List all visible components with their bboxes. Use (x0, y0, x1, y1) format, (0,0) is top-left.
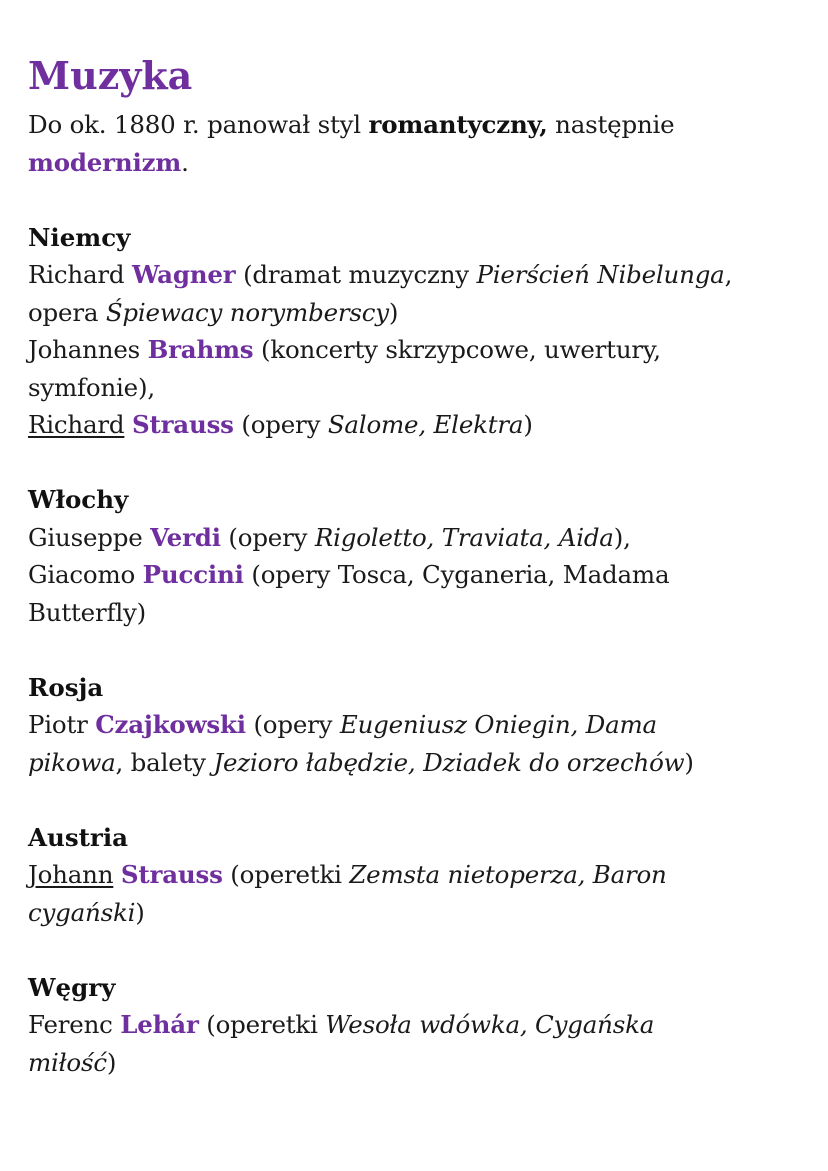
text-line (28, 894, 808, 932)
composer-name: Strauss (131, 410, 234, 439)
work-title: Salome, Elektra (327, 410, 524, 439)
work-title: Zemsta nietoperza, Baron (349, 860, 667, 889)
work-title: Eugeniusz Oniegin, Dama (339, 710, 657, 739)
intro-line-2 (28, 144, 808, 182)
composer-name: Verdi (150, 522, 221, 552)
section-austria (28, 819, 808, 932)
section-rosja (28, 669, 808, 782)
document-page (28, 52, 808, 1081)
text-line (28, 294, 808, 332)
text: (operetki (198, 1010, 326, 1039)
text: Richard (28, 260, 132, 289)
intro-text: następnie (547, 110, 675, 139)
text: (operetki (222, 860, 350, 889)
work-title: Śpiewacy norymberscy (105, 297, 389, 327)
text: Giuseppe (28, 522, 151, 552)
text-line (28, 331, 808, 369)
text: symfonie), (28, 372, 155, 402)
section-heading: Węgry (28, 972, 116, 1002)
spacer (28, 781, 808, 819)
composer-name: Brahms (147, 335, 254, 364)
text-line (28, 406, 808, 444)
section-wlochy (28, 481, 808, 631)
work-title: Wesoła wdówka, Cygańska (325, 1010, 655, 1039)
text: ) (106, 1047, 117, 1077)
section-heading: Włochy (28, 485, 129, 514)
text: ) (684, 747, 694, 777)
section-heading: Austria (28, 822, 129, 852)
spacer (28, 444, 808, 482)
text: Piotr (28, 710, 96, 739)
text: (opery (220, 522, 315, 552)
text-line (28, 1044, 808, 1082)
intro-purple-term: modernizm (28, 147, 182, 177)
text-line (28, 706, 808, 744)
text-line (28, 519, 808, 557)
composer-name: Czajkowski (95, 710, 246, 739)
intro-bold-term: romantyczny, (368, 110, 548, 139)
work-title: Jezioro łabędzie, Dziadek do orzechów (213, 747, 685, 777)
work-title: Rigoletto, Traviata, Aida (314, 522, 614, 552)
underlined-first-name: Richard (28, 410, 125, 439)
text: (opery (245, 710, 340, 739)
section-wegry (28, 969, 808, 1082)
underlined-first-name: Johann (28, 860, 114, 889)
text: ) (388, 297, 399, 327)
spacer (28, 181, 808, 219)
intro-text: . (181, 147, 189, 177)
composer-name: Puccini (142, 560, 244, 589)
work-title: miłość (28, 1047, 107, 1077)
work-title: cygański (28, 897, 136, 927)
text-line (28, 856, 808, 894)
text (113, 860, 121, 889)
text: ) (523, 410, 533, 439)
text: Butterfly) (28, 597, 146, 627)
composer-name: Strauss (120, 860, 223, 889)
spacer (28, 931, 808, 969)
composer-name: Lehár (120, 1010, 199, 1039)
text-line (28, 744, 808, 782)
text: Ferenc (28, 1010, 121, 1039)
text: ) (135, 897, 145, 927)
text: (opery Tosca, Cyganeria, Madama (243, 560, 670, 589)
composer-name: Wagner (131, 260, 236, 289)
text: , (724, 260, 733, 289)
work-title: Pierścień Nibelunga (476, 260, 725, 289)
spacer (28, 631, 808, 669)
section-heading: Niemcy (28, 222, 131, 252)
text: Giacomo (28, 560, 143, 589)
work-title: pikowa (28, 747, 116, 777)
text: (koncerty skrzypcowe, uwertury, (253, 335, 661, 364)
text-line (28, 594, 808, 632)
text-line (28, 369, 808, 407)
section-niemcy (28, 219, 808, 444)
section-heading: Rosja (28, 672, 104, 702)
text: , balety (115, 747, 214, 777)
text (124, 410, 132, 439)
text: ), (613, 522, 631, 552)
text: opera (28, 297, 106, 327)
page-title: Muzyka (28, 53, 193, 98)
text-line (28, 556, 808, 594)
text-line (28, 256, 808, 294)
text: Johannes (28, 335, 148, 364)
intro-text: Do ok. 1880 r. panował styl (28, 110, 369, 139)
text-line (28, 1006, 808, 1044)
text: (dramat muzyczny (235, 260, 477, 289)
intro-line-1 (28, 106, 808, 144)
text: (opery (233, 410, 328, 439)
